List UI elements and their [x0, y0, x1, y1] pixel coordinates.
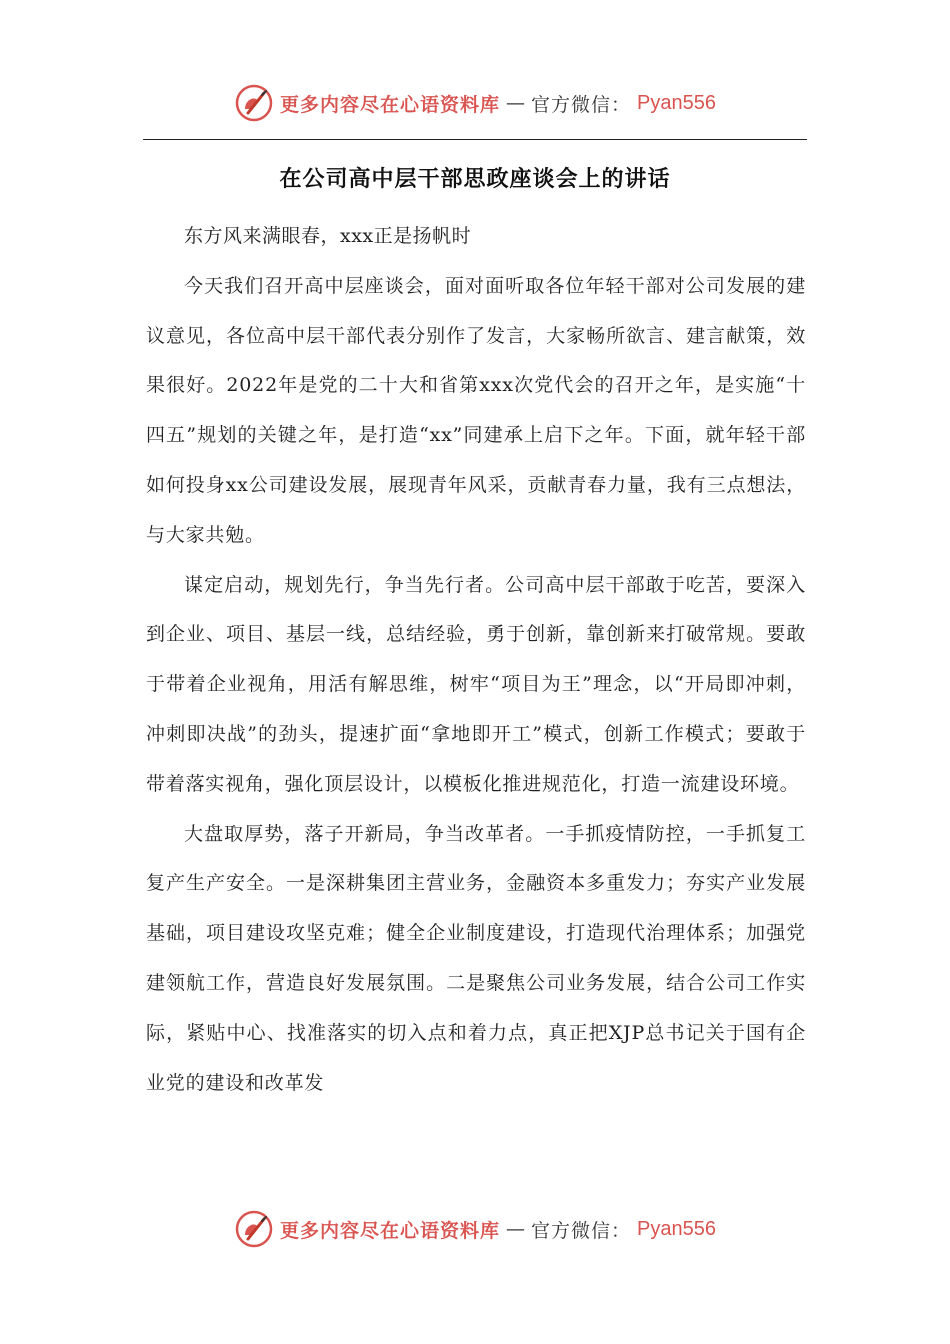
header-divider — [143, 139, 807, 140]
footer-wechat-label: 官方微信： — [531, 1219, 632, 1242]
footer-brand-text: 更多内容尽在心语资料库 — [280, 1219, 501, 1242]
paragraph: 今天我们召开高中层座谈会，面对面听取各位年轻干部对公司发展的建议意见，各位高中层干部代表分别作了发言，大家畅所欲言、建言献策，效果很好。2022年是党的二十大和省第xxx次党代会的召开之年，是实施“十四五”规划的关键之年，是打造“xx”同建承上启下之年。下面，就年轻干部如何投身xx公司建设发展，展现青年风采，贡献青春力量，我有三点想法，与大家共勉。 — [146, 274, 806, 546]
footer-separator: — — [506, 1218, 526, 1240]
pen-heart-logo-icon — [234, 83, 274, 123]
paragraph-lead: 东方风来满眼春，xxx正是扬帆时 — [184, 225, 472, 247]
paragraph: 谋定启动，规划先行，争当先行者。公司高中层干部敢于吃苦，要深入到企业、项目、基层一线，总结经验，勇于创新，靠创新来打破常规。要敢于带着企业视角，用活有解思维，树牢“项目为王”理念，以“开局即冲刺，冲刺即决战”的劲头，提速扩面“拿地即开工”模式，创新工作模式；要敢于带着落实视角，强化顶层设计，以模板化推进规范化，打造一流建设环境。 — [146, 573, 806, 795]
document-body — [146, 212, 806, 1108]
document-title: 在公司高中层干部思政座谈会上的讲话 — [279, 166, 671, 192]
footer-banner[interactable] — [0, 1204, 950, 1254]
banner-wechat-id: Pyan556 — [637, 91, 716, 114]
banner-wechat-label: 官方微信： — [531, 93, 632, 116]
banner-brand-text: 更多内容尽在心语资料库 — [280, 93, 501, 116]
header-banner[interactable] — [0, 78, 950, 128]
paragraph: 大盘取厚势，落子开新局，争当改革者。一手抓疫情防控，一手抓复工复产生产安全。一是深耕集团主营业务，金融资本多重发力；夯实产业发展基础，项目建设攻坚克难；健全企业制度建设，打造现代治理体系；加强党建领航工作，营造良好发展氛围。二是聚焦公司业务发展，结合公司工作实际，紧贴中心、找准落实的切入点和着力点，真正把XJP总书记关于国有企业党的建设和改革发 — [146, 822, 806, 1094]
pen-heart-logo-icon — [234, 1209, 274, 1249]
footer-wechat-id: Pyan556 — [637, 1217, 716, 1240]
banner-separator: — — [506, 92, 526, 114]
